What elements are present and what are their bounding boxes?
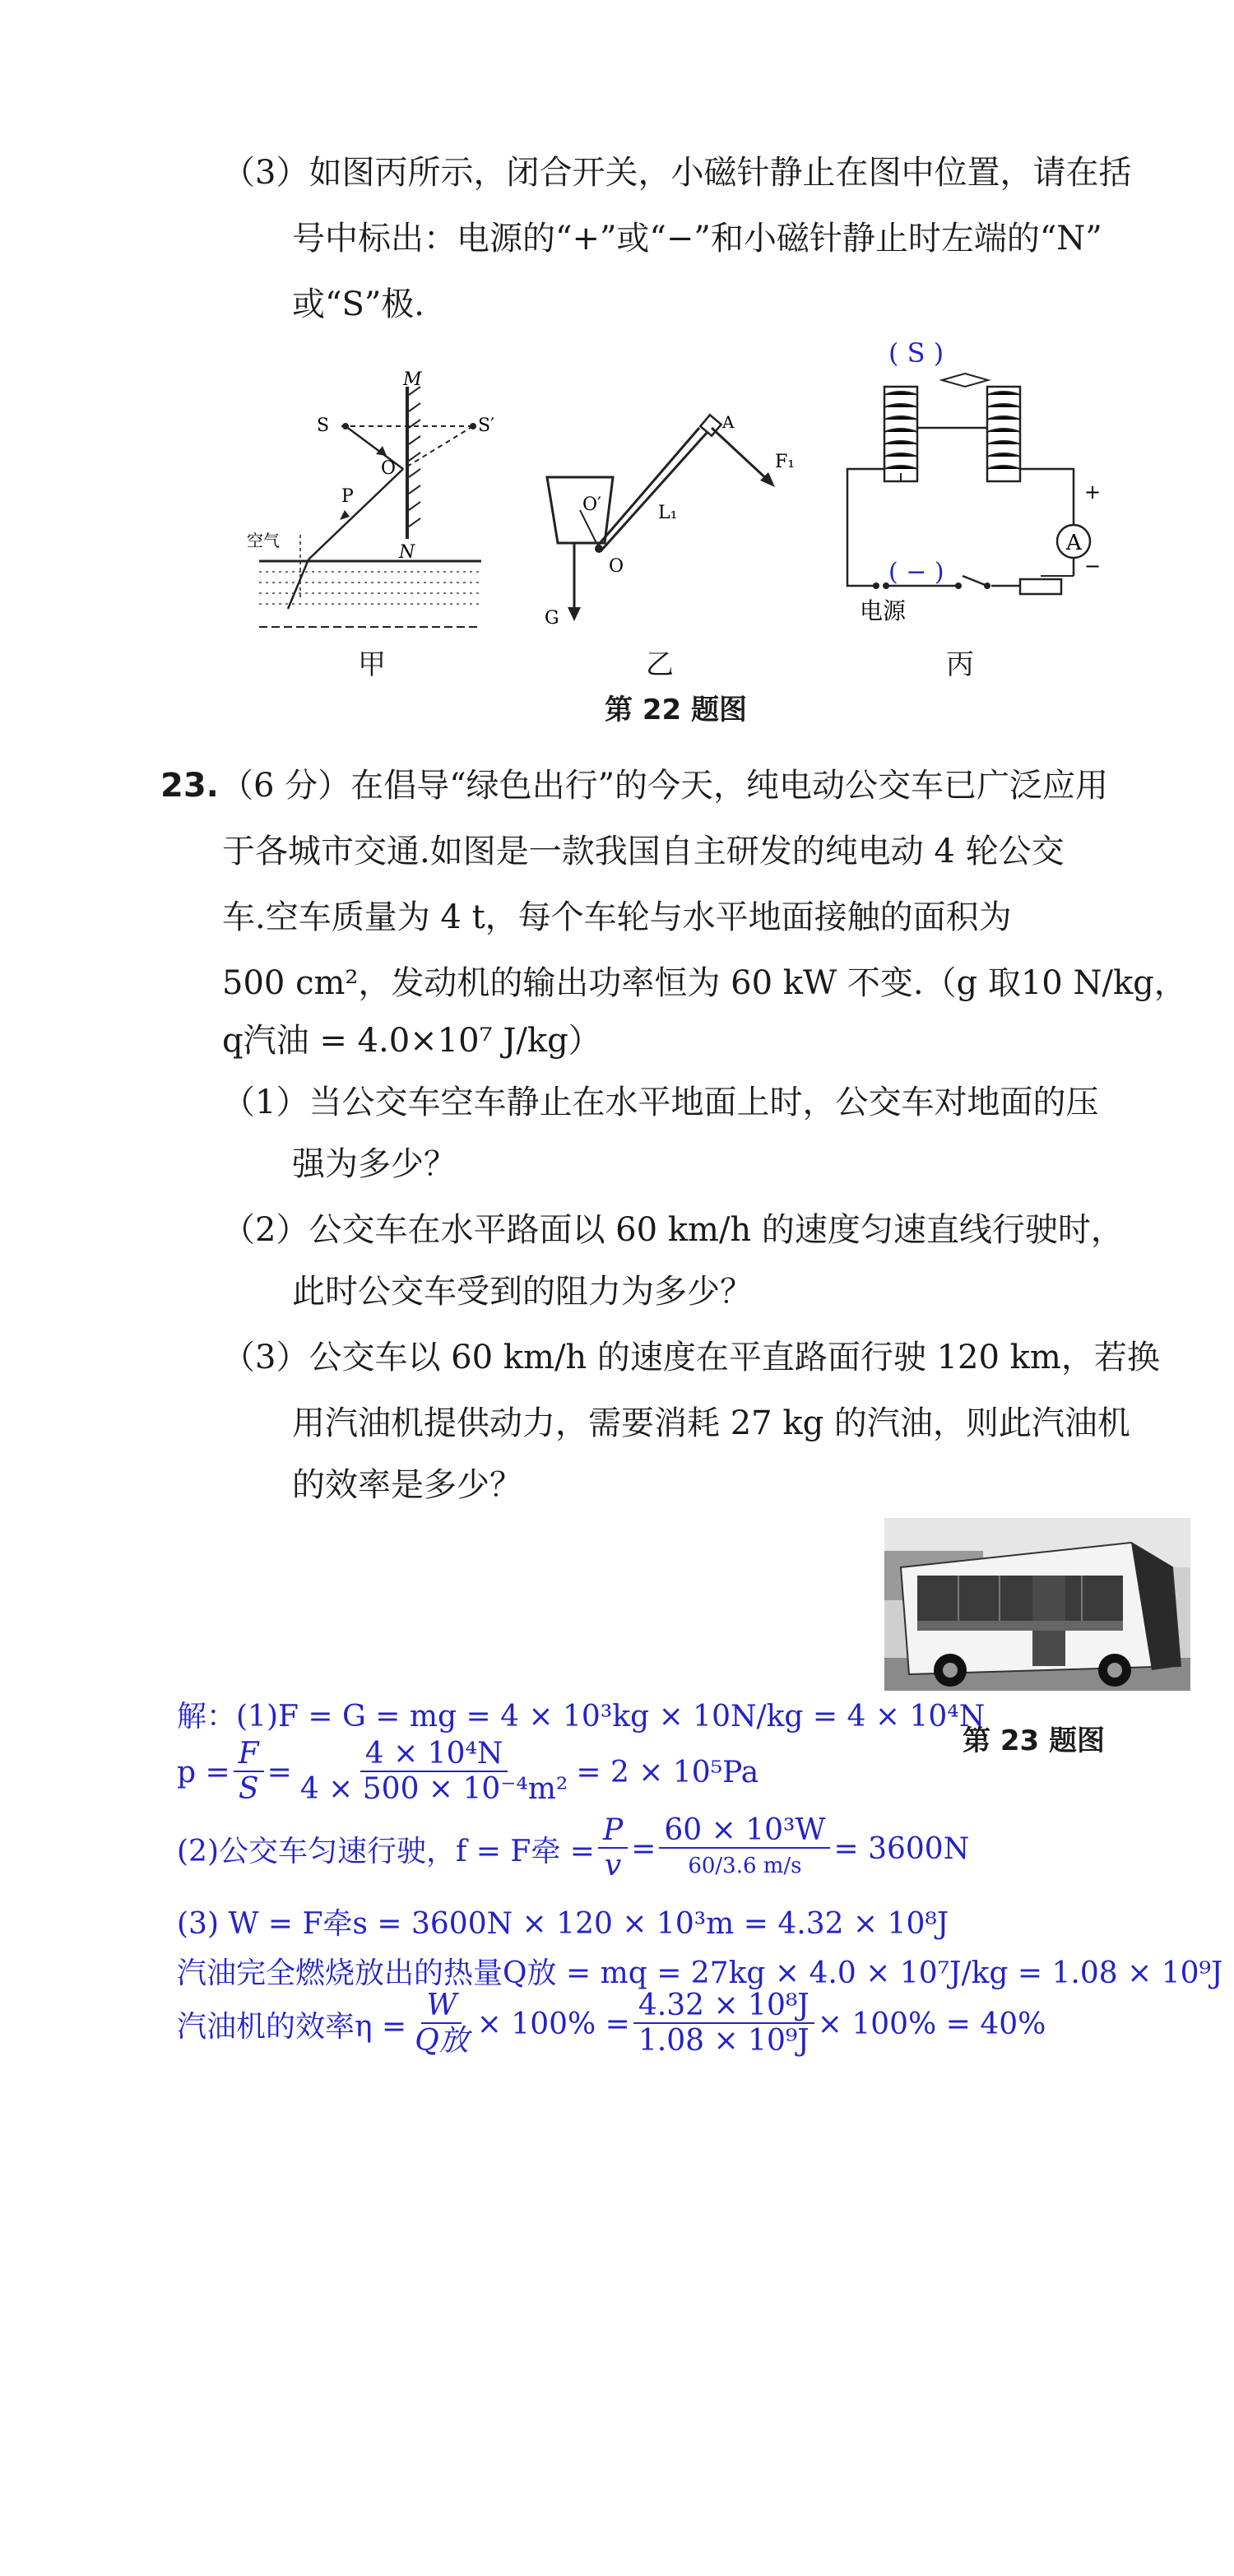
q23-sub1-line1: （1）当公交车空车静止在水平地面上时，公交车对地面的压 (222, 1084, 1099, 1121)
q23-line5: q汽油 = 4.0×10⁷ J/kg） (222, 1022, 601, 1060)
solution-line4: (3) W = F牵s = 3600N × 120 × 10³m = 4.32 × 10⁸J (177, 1907, 949, 1941)
bing-answer-top: ( S ) (888, 337, 944, 369)
q22-part3-line3: 或“S”极. (292, 285, 425, 323)
sol3-frac-pv-num: P (598, 1814, 628, 1849)
jia-P-label: P (341, 486, 354, 507)
jia-S-prime-label: S′ (478, 415, 495, 436)
sol6-mid: × 100% = (476, 2007, 630, 2041)
q22-part3-line1: （3）如图丙所示，闭合开关，小磁针静止在图中位置，请在括 (222, 154, 1132, 192)
sol6-rhs: × 100% = 40% (817, 2007, 1046, 2041)
figure-yi (535, 411, 831, 642)
bing-source-label: 电源 (860, 597, 907, 624)
sol2-rhs: = 2 × 10⁵Pa (576, 1755, 759, 1789)
yi-O-prime-label: O′ (582, 494, 602, 515)
jia-S-label: S (317, 415, 330, 436)
sol2-frac-values (295, 1738, 573, 1807)
sol2-lhs: p = (177, 1755, 230, 1789)
jia-air-label: 空气 (247, 531, 280, 550)
sol3-lhs: (2)公交车匀速行驶，f = F牵 = (177, 1834, 595, 1868)
sol6-frac-wq (410, 1989, 474, 2058)
sol2-eq: = (267, 1755, 292, 1789)
sol3-frac-pv (598, 1814, 628, 1883)
sol6-frac-values-num: 4.32 × 10⁸J (633, 1989, 814, 2024)
yi-F1-label: F₁ (775, 452, 796, 472)
figure-bing (835, 329, 1106, 642)
sol2-frac-values-num: 4 × 10⁴N (360, 1738, 508, 1772)
q22-caption: 第 22 题图 (605, 694, 747, 726)
sol2-frac-fs-den: S (238, 1772, 259, 1806)
bus-photo (884, 1518, 1190, 1691)
sol2-frac-fs (234, 1738, 264, 1807)
q23-sub2-line2: 此时公交车受到的阻力为多少？ (292, 1273, 753, 1311)
bing-minus-label: − (1084, 555, 1102, 578)
sol3-frac-values-num: 60 × 10³W (659, 1814, 830, 1849)
q22-part3-line2: 号中标出：电源的“+”或“−”和小磁针静止时左端的“N” (292, 220, 1102, 258)
solution-line6 (177, 1989, 1046, 2058)
q23-sub2-line1: （2）公交车在水平路面以 60 km/h 的速度匀速直线行驶时， (222, 1211, 1124, 1249)
jia-O-label: O (381, 458, 397, 479)
sol3-rhs: = 3600N (833, 1831, 970, 1866)
solution-line2 (177, 1738, 758, 1807)
sol6-frac-wq-den: Q放 (415, 2024, 469, 2058)
sol3-frac-values (659, 1814, 830, 1883)
sol6-frac-wq-num: W (421, 1989, 462, 2024)
q23-line4: 500 cm²，发动机的输出功率恒为 60 kW 不变.（g 取10 N/kg， (222, 964, 1187, 1002)
q23-line2: 于各城市交通.如图是一款我国自主研发的纯电动 4 轮公交 (222, 833, 1065, 870)
sol6-frac-values (633, 1989, 814, 2058)
sol3-frac-pv-den: v (604, 1849, 622, 1882)
fig-yi-label: 乙 (646, 648, 674, 681)
q23-caption: 第 23 题图 (963, 1724, 1105, 1757)
bing-ammeter-label: A (1066, 531, 1082, 555)
solution-line3 (177, 1814, 969, 1883)
fig-jia-label: 甲 (358, 648, 386, 681)
q23-sub3-line1: （3）公交车以 60 km/h 的速度在平直路面行驶 120 km，若换 (222, 1339, 1160, 1376)
q23-line3: 车.空车质量为 4 t，每个车轮与水平地面接触的面积为 (222, 898, 1012, 936)
q23-sub3-line2: 用汽油机提供动力，需要消耗 27 kg 的汽油，则此汽油机 (292, 1404, 1130, 1442)
sol2-frac-fs-num: F (234, 1738, 264, 1772)
sol6-lhs: 汽油机的效率η = (177, 2009, 407, 2044)
bing-answer-bottom: ( − ) (888, 558, 944, 587)
yi-L1-label: L₁ (658, 503, 678, 523)
sol2-frac-values-den: 4 × 500 × 10⁻⁴m² (299, 1772, 568, 1806)
yi-G-label: G (545, 608, 559, 629)
jia-N-label: N (399, 542, 415, 563)
jia-M-label: M (403, 370, 422, 390)
q23-sub3-line3: 的效率是多少？ (292, 1466, 522, 1504)
fig-bing-label: 丙 (946, 648, 974, 681)
yi-O-label: O (609, 556, 624, 577)
q23-sub1-line2: 强为多少？ (292, 1145, 457, 1183)
q23-number: 23. (160, 767, 219, 805)
figure-jia (234, 370, 506, 642)
yi-A-label: A (722, 412, 735, 432)
sol6-frac-values-den: 1.08 × 10⁹J (638, 2024, 810, 2058)
sol3-frac-values-den: 60/3.6 m/s (688, 1854, 802, 1878)
q23-line1: （6 分）在倡导“绿色出行”的今天，纯电动公交车已广泛应用 (220, 767, 1109, 805)
solution-line5: 汽油完全燃烧放出的热量Q放 = mq = 27kg × 4.0 × 10⁷J/kg = 1.08 × 10⁹J (177, 1956, 1223, 1990)
bing-plus-label: + (1084, 480, 1102, 504)
solution-line1: 解：(1)F = G = mg = 4 × 10³kg × 10N/kg = 4 × 10⁴N (177, 1700, 986, 1734)
sol3-eq: = (631, 1831, 656, 1866)
